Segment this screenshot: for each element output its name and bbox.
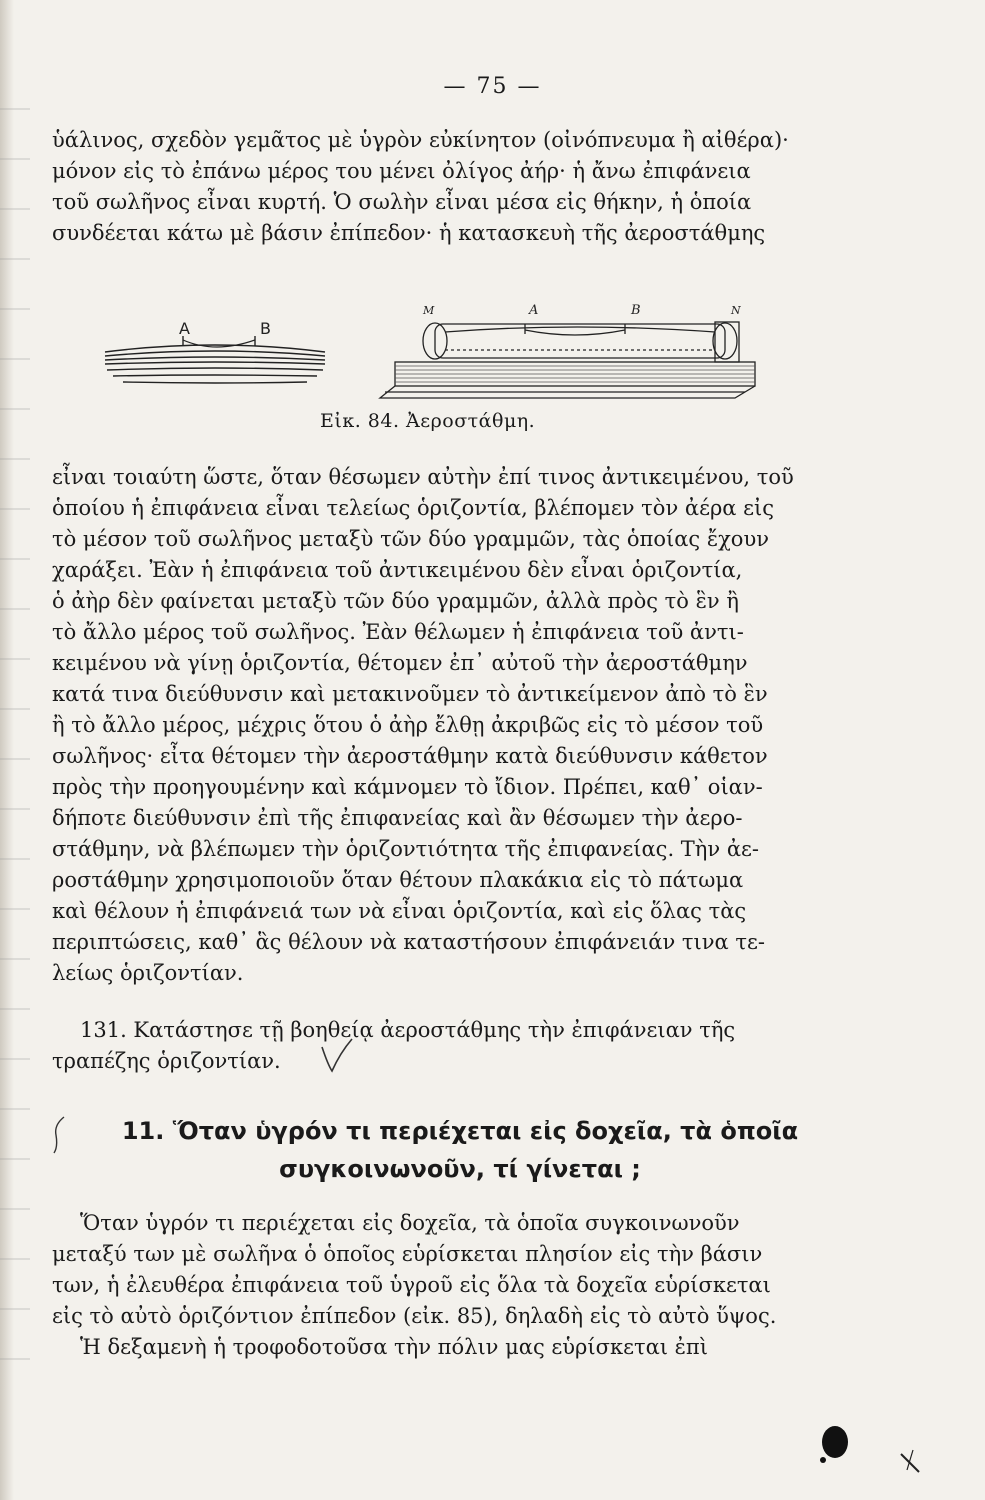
text-line: 131. Κατάστησε τῇ βοηθείᾳ ἀεροστάθμης τὴν ἐπιφάνειαν τῆς bbox=[80, 1018, 736, 1042]
text-line: εἰς τὸ αὐτὸ ὁριζόντιον ἐπίπεδον (εἰκ. 85), δηλαδὴ εἰς τὸ αὐτὸ ὕψος. bbox=[52, 1304, 777, 1328]
figure-label-b-left: B bbox=[260, 319, 271, 338]
figure-label-b-right: B bbox=[631, 303, 641, 318]
spirit-level-side-view bbox=[105, 336, 325, 383]
text-line: συνδέεται κάτω μὲ βάσιν ἐπίπεδον· ἡ κατασκευὴ τῆς ἀεροστάθμης bbox=[52, 221, 766, 245]
figure-label-a-left: A bbox=[179, 319, 190, 338]
text-line: Ἡ δεξαμενὴ ἡ τροφοδοτοῦσα τὴν πόλιν μας εὑρίσκεται ἐπὶ bbox=[80, 1335, 708, 1359]
text-line: τὸ μέσον τοῦ σωλῆνος μεταξὺ τῶν δύο γραμμῶν, τὰς ὁποίας ἔχουν bbox=[52, 527, 769, 551]
figure-label-n: N bbox=[731, 304, 741, 317]
spirit-level-figure bbox=[95, 300, 795, 420]
text-line: χαράξει. Ἐὰν ἡ ἐπιφάνεια τοῦ ἀντικειμένου δὲν εἶναι ὁριζοντία, bbox=[52, 558, 743, 582]
text-line: ὁ ἀὴρ δὲν φαίνεται μεταξὺ τῶν δύο γραμμῶν, ἀλλὰ πρὸς τὸ ἓν ἢ bbox=[52, 589, 739, 613]
section-heading-line: 11. Ὅταν ὑγρόν τι περιέχεται εἰς δοχεῖα, τὰ ὁποῖα bbox=[121, 1117, 799, 1145]
text-line: τὸ ἄλλο μέρος τοῦ σωλῆνος. Ἐὰν θέλωμεν ἡ ἐπιφάνεια τοῦ ἀντι- bbox=[52, 620, 744, 644]
bottom-paragraph bbox=[52, 1208, 852, 1363]
text-line: δήποτε διεύθυνσιν ἐπὶ τῆς ἐπιφανείας καὶ ἂν θέσωμεν τὴν ἀερο- bbox=[52, 806, 743, 830]
text-line: κατά τινα διεύθυνσιν καὶ μετακινοῦμεν τὸ ἀντικείμενον ἀπὸ τὸ ἓν bbox=[52, 682, 768, 706]
middle-paragraph bbox=[52, 462, 852, 989]
spirit-level-perspective-view bbox=[380, 322, 755, 398]
text-line: λείως ὁριζοντίαν. bbox=[52, 961, 244, 985]
text-line: Ὅταν ὑγρόν τι περιέχεται εἰς δοχεῖα, τὰ ὁποῖα συγκοινωνοῦν bbox=[80, 1211, 740, 1235]
text-line: ὁποίου ἡ ἐπιφάνεια εἶναι τελείως ὁριζοντία, βλέπομεν τὸν ἀέρα εἰς bbox=[52, 496, 775, 520]
exercise-131 bbox=[52, 1015, 852, 1077]
text-line: περιπτώσεις, καθ᾽ ἃς θέλουν νὰ καταστήσουν ἐπιφάνειάν τινα τε- bbox=[52, 930, 765, 954]
text-line: των, ἡ ἐλευθέρα ἐπιφάνεια τοῦ ὑγροῦ εἰς ὅλα τὰ δοχεῖα εὑρίσκεται bbox=[52, 1273, 771, 1297]
ink-blot bbox=[815, 1420, 925, 1480]
section-heading-line: συγκοινωνοῦν, τί γίνεται ; bbox=[279, 1155, 641, 1183]
figure-label-m: M bbox=[423, 304, 435, 317]
text-line: καὶ θέλουν ἡ ἐπιφάνειά των νὰ εἶναι ὁριζοντία, καὶ εἰς ὅλας τὰς bbox=[52, 899, 747, 923]
handwritten-bracket-mark bbox=[50, 1115, 70, 1155]
bleed-through-marks bbox=[0, 60, 30, 1360]
text-line: ἢ τὸ ἄλλο μέρος, μέχρις ὅτου ὁ ἀὴρ ἔλθῃ ἀκριβῶς εἰς τὸ μέσον τοῦ bbox=[52, 713, 764, 737]
text-line: ροστάθμην χρησιμοποιοῦν ὅταν θέτουν πλακάκια εἰς τὸ πάτωμα bbox=[52, 868, 744, 892]
top-paragraph bbox=[52, 125, 852, 249]
text-line: κειμένου νὰ γίνῃ ὁριζοντία, θέτομεν ἐπ᾽ αὐτοῦ τὴν ἀεροστάθμην bbox=[52, 651, 748, 675]
text-line: μόνον εἰς τὸ ἐπάνω μέρος του μένει ὀλίγος ἀήρ· ἡ ἄνω ἐπιφάνεια bbox=[52, 159, 751, 183]
text-line: ὑάλινος, σχεδὸν γεμᾶτος μὲ ὑγρὸν εὐκίνητον (οἰνόπνευμα ἢ αἰθέρα)· bbox=[52, 128, 789, 152]
handwritten-check-mark bbox=[318, 1035, 358, 1075]
text-line: τραπέζης ὁριζοντίαν. bbox=[52, 1049, 281, 1073]
figure-caption: Εἰκ. 84. Ἀεροστάθμη. bbox=[320, 410, 536, 432]
figure-label-a-right: A bbox=[529, 303, 539, 318]
text-line: σωλῆνος· εἶτα θέτομεν τὴν ἀεροστάθμην κατὰ διεύθυνσιν κάθετον bbox=[52, 744, 768, 768]
text-line: εἶναι τοιαύτη ὥστε, ὅταν θέσωμεν αὐτὴν ἐπί τινος ἀντικειμένου, τοῦ bbox=[52, 465, 794, 489]
text-line: τοῦ σωλῆνος εἶναι κυρτή. Ὁ σωλὴν εἶναι μέσα εἰς θήκην, ἡ ὁποία bbox=[52, 190, 752, 214]
text-line: στάθμην, νὰ βλέπωμεν τὴν ὁριζοντιότητα τῆς ἐπιφανείας. Τὴν ἀε- bbox=[52, 837, 759, 861]
text-line: μεταξύ των μὲ σωλῆνα ὁ ὁποῖος εὑρίσκεται πλησίον εἰς τὴν βάσιν bbox=[52, 1242, 763, 1266]
section-heading bbox=[80, 1112, 840, 1188]
page-number: — 75 — bbox=[443, 74, 542, 99]
text-line: πρὸς τὴν προηγουμένην καὶ κάμνομεν τὸ ἴδιον. Πρέπει, καθ᾽ οἱαν- bbox=[52, 775, 763, 799]
